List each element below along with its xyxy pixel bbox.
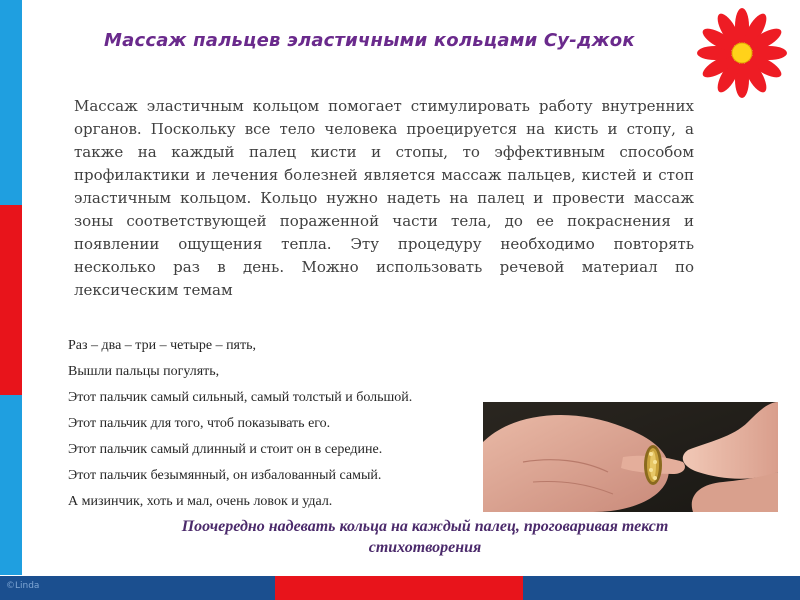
bottom-bar xyxy=(0,576,800,600)
poem-line: Раз – два – три – четыре – пять, xyxy=(68,338,257,353)
bottom-bar-segment-right xyxy=(523,576,800,600)
intro-paragraph: Массаж эластичным кольцом помогает стимулировать работу внутренних органов. Поскольку все тело человека проецируется на кисть и стопу, а также на каждый палец кисти и стопы, то эффективным способом профилактики и лечения болезней является массаж пальцев, кистей и стоп эластичным кольцом. Кольцо нужно надеть на палец и провести массаж зоны соответствующей пораженной части тела, до ее покраснения и появлении ощущения тепла. Эту процедуру необходимо повторять несколько раз в день. Можно использовать речевой материал по лексическим темам xyxy=(74,97,694,299)
poem-line: Этот пальчик безымянный, он избалованный самый. xyxy=(68,468,382,483)
instruction-caption xyxy=(110,516,740,558)
poem xyxy=(68,333,508,515)
left-strip-red xyxy=(0,205,22,395)
hand-ring-photo xyxy=(483,402,778,512)
poem-line: Этот пальчик самый длинный и стоит он в середине. xyxy=(68,442,383,457)
flower-icon xyxy=(696,7,788,99)
bottom-bar-segment-middle xyxy=(275,576,523,600)
left-strip-blue-top xyxy=(0,0,22,205)
watermark: ©Linda xyxy=(6,581,40,591)
flower-center-icon xyxy=(732,43,752,63)
poem-line: Этот пальчик для того, чтоб показывать его. xyxy=(68,416,331,431)
bottom-bar-segment-left xyxy=(0,576,275,600)
slide-title: Массаж пальцев эластичными кольцами Су-джок xyxy=(104,30,635,51)
poem-line: Вышли пальцы погулять, xyxy=(68,364,220,379)
poem-line: Этот пальчик самый сильный, самый толстый и большой. xyxy=(68,390,413,405)
poem-line: А мизинчик, хоть и мал, очень ловок и удал. xyxy=(68,494,333,509)
caption-line-1: Поочередно надевать кольца на каждый палец, проговаривая текст xyxy=(181,518,669,535)
left-strip-blue-bottom xyxy=(0,395,22,575)
caption-line-2: стихотворения xyxy=(368,539,482,556)
